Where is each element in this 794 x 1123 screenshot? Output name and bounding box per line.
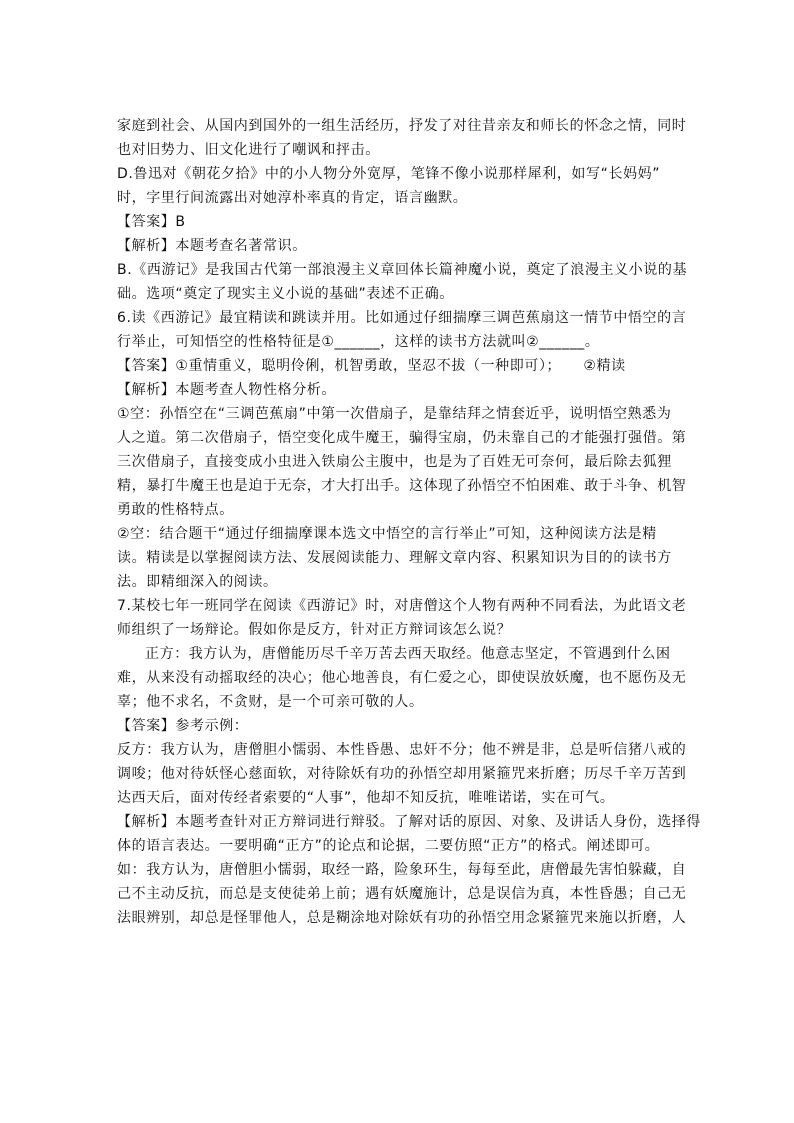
text-line: 行举止，可知悟空的性格特征是①______，这样的读书方法就叫②______。: [117, 334, 600, 350]
text-line: 法眼辨别，却总是怪罪他人，总是糊涂地对除妖有功的孙悟空用念紧箍咒来施以折磨，人: [117, 910, 687, 926]
text-line: 辜；他不求名，不贪财，是一个可亲可敬的人。: [117, 694, 424, 710]
text-line: 如：我方认为，唐僧胆小懦弱，取经一路，险象环生，每每至此，唐僧最先害怕躲藏，自: [117, 862, 687, 878]
text-line: 调唆；他对待妖怪心慈面软，对待除妖有功的孙悟空却用紧箍咒来折磨；历尽千辛万苦到: [117, 766, 687, 782]
proponent-paragraph: 正方：我方认为，唐僧能历尽千辛万苦去西天取经。他意志坚定，不管遇到什么困: [145, 646, 671, 662]
text-line: 时，字里行间流露出对她淳朴率真的肯定，语言幽默。: [117, 190, 468, 206]
document-body: [117, 114, 701, 930]
analysis-label: 【解析】本题考查针对正方辩词进行辩驳。了解对话的原因、对象、及讲话人身份，选择得: [117, 814, 701, 830]
question-7: 7.某校七年一班同学在阅读《西游记》时，对唐僧这个人物有两种不同看法，为此语文老: [117, 598, 687, 614]
question-6: 6.读《西游记》最宜精读和跳读并用。比如通过仔细揣摩三调芭蕉扇这一情节中悟空的言: [117, 310, 687, 326]
text-line: 读。精读是以掌握阅读方法、发展阅读能力、理解文章内容、积累知识为目的的读书方: [117, 550, 672, 566]
text-line: 反方：我方认为，唐僧胆小懦弱、本性昏愚、忠奸不分；他不辨是非，总是听信猪八戒的: [117, 742, 687, 758]
answer-label: 【答案】B: [117, 214, 186, 230]
text-line: 础。选项“奠定了现实主义小说的基础”表述不正确。: [117, 286, 454, 302]
text-line: ②空：结合题干“通过仔细揣摩课本选文中悟空的言行举止”可知，这种阅读方法是精: [117, 526, 657, 542]
option-d: D.鲁迅对《朝花夕拾》中的小人物分外宽厚，笔锋不像小说那样犀利，如写“长妈妈”: [117, 166, 661, 182]
answer-label: 【答案】①重情重义，聪明伶俐，机智勇敢，坚忍不拔（一种即可）； ②精读: [117, 358, 626, 374]
analysis-label: 【解析】本题考查人物性格分析。: [117, 382, 336, 398]
text-line: 达西天后，面对传经者索要的“人事”，他却不知反抗，唯唯诺诺，实在可气。: [117, 790, 615, 806]
text-line: 己不主动反抗，而总是支使徒弟上前；遇有妖魔施计，总是误信为真，本性昏愚；自己无: [117, 886, 687, 902]
text-line: ①空：孙悟空在“三调芭蕉扇”中第一次借扇子，是靠结拜之情套近乎，说明悟空熟悉为: [117, 406, 672, 422]
text-line: 也对旧势力、旧文化进行了嘲讽和抨击。: [117, 142, 380, 158]
text-line: 精，暴打牛魔王也是迫于无奈，才大打出手。这体现了孙悟空不怕困难、敢于斗争、机智: [117, 478, 687, 494]
text-line: 体的语言表达。一要明确“正方”的论点和论据，二要仿照“正方”的格式。阐述即可。: [117, 838, 660, 854]
text-line: 法。即精细深入的阅读。: [117, 574, 278, 590]
text-line: 家庭到社会、从国内到国外的一组生活经历，抒发了对往昔亲友和师长的怀念之情，同时: [117, 118, 687, 134]
text-line: 难，从来没有动摇取经的决心；他心地善良，有仁爱之心，即使误放妖魔，也不愿伤及无: [117, 670, 687, 686]
text-line: 三次借扇子，直接变成小虫进入铁扇公主腹中，也是为了百姓无可奈何，最后除去狐狸: [117, 454, 672, 470]
analysis-label: 【解析】本题考查名著常识。: [117, 238, 307, 254]
text-line: 师组织了一场辩论。假如你是反方，针对正方辩词该怎么说？: [117, 622, 512, 638]
text-line: B.《西游记》是我国古代第一部浪漫主义章回体长篇神魔小说，奠定了浪漫主义小说的基: [117, 262, 688, 278]
answer-label: 【答案】参考示例：: [117, 718, 249, 734]
text-line: 人之道。第二次借扇子，悟空变化成牛魔王，骗得宝扇，仍未靠自己的才能强打强借。第: [117, 430, 687, 446]
text-line: 勇敢的性格特点。: [117, 502, 234, 518]
